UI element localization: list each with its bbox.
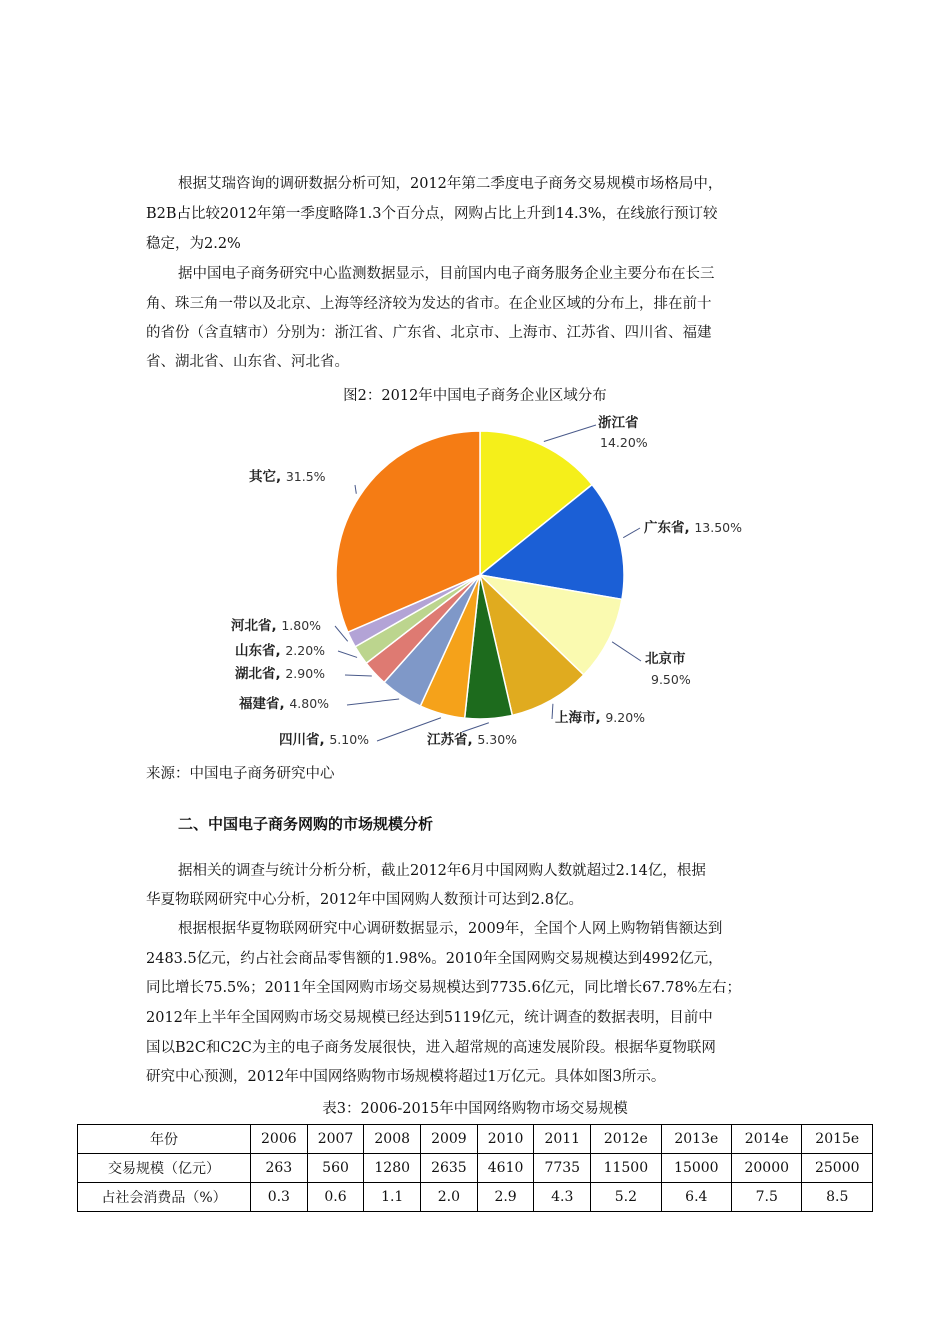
table-cell: 560	[307, 1154, 364, 1183]
leader-line	[544, 425, 596, 441]
table-cell: 7735	[534, 1154, 591, 1183]
market-size-table	[77, 1124, 873, 1212]
table-header-cell: 2014e	[732, 1125, 802, 1154]
table-cell: 2.0	[421, 1183, 478, 1212]
pie-slices	[336, 431, 624, 719]
leader-line	[462, 723, 489, 732]
leader-line	[552, 704, 553, 719]
pie-label: 上海市, 9.20%	[555, 710, 646, 726]
paragraph-line: 的省份（含直辖市）分别为：浙江省、广东省、北京市、上海市、江苏省、四川省、福建	[146, 325, 712, 341]
paragraph-line: 研究中心预测，2012年中国网络购物市场规模将超过1万亿元。具体如图3所示。	[146, 1069, 666, 1085]
pie-label: 四川省, 5.10%	[279, 732, 370, 748]
pie-label: 湖北省, 2.90%	[235, 666, 326, 682]
table-header-cell: 2015e	[802, 1125, 873, 1154]
paragraph-line: B2B占比较2012年第一季度略降1.3个百分点，网购占比上升到14.3%，在线旅行预订较	[146, 206, 718, 222]
table-cell: 2635	[421, 1154, 478, 1183]
table-row-label: 占社会消费品（%）	[78, 1183, 251, 1212]
table-cell: 4.3	[534, 1183, 591, 1212]
table-row	[78, 1154, 873, 1183]
table-header-cell: 年份	[78, 1125, 251, 1154]
table-row	[78, 1125, 873, 1154]
leader-line	[623, 528, 640, 538]
pie-label: 浙江省	[598, 415, 639, 431]
pie-label: 山东省, 2.20%	[235, 643, 326, 659]
paragraph-line: 据中国电子商务研究中心监测数据显示，目前国内电子商务服务企业主要分布在长三	[178, 266, 715, 282]
table-header-cell: 2012e	[591, 1125, 661, 1154]
table-cell: 15000	[661, 1154, 731, 1183]
pie-label: 福建省, 4.80%	[239, 696, 330, 712]
pie-label: 江苏省, 5.30%	[427, 732, 518, 748]
figure-source: 来源：中国电子商务研究中心	[146, 766, 335, 782]
paragraph-line: 国以B2C和C2C为主的电子商务发展很快，进入超常规的高速发展阶段。根据华夏物联网	[146, 1040, 716, 1056]
table-row-label: 交易规模（亿元）	[78, 1154, 251, 1183]
leader-line	[355, 485, 356, 494]
pie-value-label: 14.20%	[600, 435, 648, 450]
table-header-cell: 2011	[534, 1125, 591, 1154]
leader-line	[338, 651, 357, 657]
pie-label: 河北省, 1.80%	[231, 618, 322, 634]
paragraph-line: 角、珠三角一带以及北京、上海等经济较为发达的省市。在企业区域的分布上，排在前十	[146, 296, 712, 312]
table-cell: 8.5	[802, 1183, 873, 1212]
paragraph-line: 省、湖北省、山东省、河北省。	[146, 354, 349, 370]
leader-line	[345, 675, 372, 676]
table-row	[78, 1183, 873, 1212]
section-heading: 二、中国电子商务网购的市场规模分析	[178, 815, 434, 833]
table-cell: 25000	[802, 1154, 873, 1183]
pie-label: 其它, 31.5%	[249, 469, 326, 485]
paragraph-line: 2012年上半年全国网购市场交易规模已经达到5119亿元，统计调查的数据表明，目前中	[146, 1010, 713, 1026]
table-cell: 20000	[732, 1154, 802, 1183]
table-cell: 0.3	[251, 1183, 308, 1212]
table-cell: 2.9	[477, 1183, 534, 1212]
table-cell: 0.6	[307, 1183, 364, 1212]
table-header-cell: 2010	[477, 1125, 534, 1154]
leader-line	[347, 699, 399, 705]
table-cell: 263	[251, 1154, 308, 1183]
pie-label: 北京市	[645, 651, 686, 667]
table-cell: 5.2	[591, 1183, 661, 1212]
table-header-cell: 2006	[251, 1125, 308, 1154]
leader-line	[612, 642, 641, 661]
table-cell: 11500	[591, 1154, 661, 1183]
figure-caption: 图2：2012年中国电子商务企业区域分布	[343, 388, 607, 404]
table-header-cell: 2013e	[661, 1125, 731, 1154]
table-cell: 1280	[364, 1154, 421, 1183]
table-cell: 1.1	[364, 1183, 421, 1212]
paragraph-line: 根据根据华夏物联网研究中心调研数据显示，2009年，全国个人网上购物销售额达到	[178, 921, 723, 937]
paragraph-line: 据相关的调查与统计分析分析，截止2012年6月中国网购人数就超过2.14亿，根据	[178, 863, 706, 879]
paragraph-line: 2483.5亿元，约占社会商品零售额的1.98%。2010年全国网购交易规模达到4992亿元，	[146, 951, 723, 967]
table-cell: 7.5	[732, 1183, 802, 1212]
table-header-cell: 2007	[307, 1125, 364, 1154]
table-header-cell: 2009	[421, 1125, 478, 1154]
paragraph-line: 根据艾瑞咨询的调研数据分析可知，2012年第二季度电子商务交易规模市场格局中，	[178, 176, 723, 192]
pie-label: 广东省, 13.50%	[644, 520, 743, 536]
table-cell: 4610	[477, 1154, 534, 1183]
paragraph-line: 华夏物联网研究中心分析，2012年中国网购人数预计可达到2.8亿。	[146, 892, 583, 908]
table-header-cell: 2008	[364, 1125, 421, 1154]
table-cell: 6.4	[661, 1183, 731, 1212]
pie-chart	[200, 405, 760, 755]
paragraph-line: 稳定，为2.2%	[146, 236, 241, 252]
table-caption: 表3：2006-2015年中国网络购物市场交易规模	[322, 1101, 628, 1117]
paragraph-line: 同比增长75.5%；2011年全国网购市场交易规模达到7735.6亿元，同比增长67.78%左右；	[146, 980, 741, 996]
pie-value-label: 9.50%	[651, 672, 691, 687]
